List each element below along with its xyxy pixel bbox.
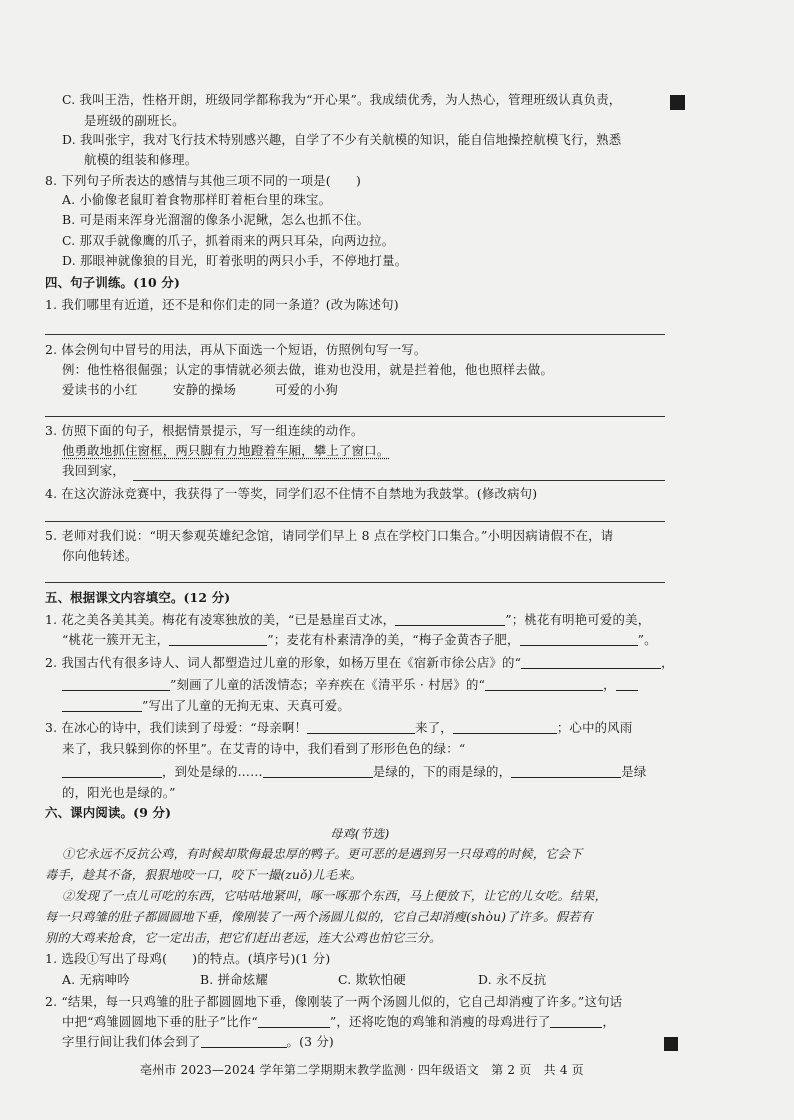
- answer-line[interactable]: [45, 582, 665, 583]
- sec5-q1-text-e: ”。: [637, 632, 657, 647]
- fill-blank[interactable]: [263, 765, 373, 778]
- passage-p2-line1: ②发现了一点儿可吃的东西，它咕咕地紧叫，啄一啄那个东西，马上便放下，让它的儿女吃。结果，: [62, 889, 608, 903]
- sec5-q1-text-b: ”；桃花有明艳可爱的美，: [505, 612, 651, 627]
- sec5-q3-text-f: 是绿的，下的雨是绿的，: [372, 764, 512, 779]
- sec4-q3-prompt: 我回到家，: [62, 463, 125, 478]
- sec4-q2-example: 例：他性格很倔强；认定的事情就必须去做，谁劝也没用，就是拦着他，他也照样去做。: [62, 362, 554, 377]
- registration-mark-top: [670, 95, 685, 110]
- sec5-q1-text-a: 1. 花之美各美其美。梅花有凌寒独放的美，“已是悬崖百丈冰，: [45, 612, 396, 627]
- sec4-q4: 4. 在这次游泳竞赛中，我获得了一等奖，同学们忍不住情不自禁地为我鼓掌。(修改病句): [45, 486, 538, 501]
- answer-line[interactable]: [133, 480, 665, 481]
- sec5-q1-text-d: ”；麦花有朴素清净的美，“梅子金黄杏子肥，: [267, 632, 520, 647]
- sec4-q2: 2. 体会例句中冒号的用法，再从下面选一个短语，仿照例句写一写。: [45, 342, 427, 357]
- sec6-q2-line1: 2. “结果，每一只鸡雏的肚子都圆圆地下垂，像刚装了一两个汤圆儿似的，它自己却消瘦了许多。”这句话: [45, 994, 623, 1009]
- sec6-q2-line3: [62, 1034, 334, 1050]
- fill-blank[interactable]: [521, 656, 661, 669]
- sec4-q2-phrase-3: 可爱的小狗: [275, 382, 338, 397]
- fill-blank[interactable]: [550, 1015, 602, 1028]
- sec5-q3-text-g: 是绿: [621, 764, 647, 779]
- sec6-q2-text-c: ”，还将吃饱的鸡雏和消瘦的母鸡进行了: [329, 1014, 551, 1029]
- sec4-q3-example: 他勇敢地抓住窗框，两只脚有力地蹬着车厢，攀上了窗口。: [62, 443, 390, 458]
- section5-heading: 五、根据课文内容填空。(12 分): [45, 590, 231, 605]
- fill-blank[interactable]: [485, 678, 603, 691]
- sec5-q2-line1: [45, 655, 674, 671]
- sec5-q2-line3: [62, 698, 350, 714]
- sec5-q2-text-d: ，: [603, 677, 616, 692]
- sec6-q1-option-b[interactable]: B. 拼命炫耀: [200, 972, 268, 987]
- sec5-q3-text-c: ；心中的风雨: [556, 720, 633, 735]
- passage-p1-line1: ①它永远不反抗公鸡，有时候却欺侮最忠厚的鸭子。更可恶的是遇到另一只母鸡的时候，它会下: [62, 847, 583, 861]
- sec5-q3-line2: [62, 741, 465, 757]
- fill-blank[interactable]: [62, 765, 162, 778]
- sec5-q1-line2: [62, 632, 657, 648]
- fill-blank[interactable]: [511, 765, 621, 778]
- sec5-q3-text-b: 来了，: [415, 720, 453, 735]
- section4-heading: 四、句子训练。(10 分): [45, 275, 181, 290]
- q7-option-d-line2: 航模的组装和修理。: [84, 152, 198, 167]
- sec5-q1-line1: [45, 612, 650, 628]
- fill-blank[interactable]: [258, 1015, 330, 1028]
- fill-blank[interactable]: [395, 613, 505, 626]
- fill-blank[interactable]: [169, 633, 267, 646]
- sec5-q3-text-a: 3. 在冰心的诗中，我们读到了母爱：“母亲啊！: [45, 720, 308, 735]
- passage-p1-line2: 毒手，趁其不备，狠狠地咬一口，咬下一撮(zuǒ)儿毛来。: [45, 868, 363, 882]
- section6-heading: 六、课内阅读。(9 分): [45, 805, 172, 820]
- passage-p2-line2: 每一只鸡雏的肚子都圆圆地下垂，像刚装了一两个汤圆儿似的，它自己却消瘦(shòu)了许多。假若有: [45, 910, 593, 924]
- sec6-q2-text-b: 中把“鸡雏圆圆地下垂的肚子”比作“: [62, 1014, 258, 1029]
- fill-blank[interactable]: [520, 633, 638, 646]
- sec6-q1-option-d[interactable]: D. 永不反抗: [478, 972, 547, 987]
- sec5-q3-text-d: 来了，我只躲到你的怀里”。在艾青的诗中，我们看到了形形色色的绿：“: [62, 741, 466, 756]
- fill-blank[interactable]: [62, 678, 170, 691]
- sec5-q3-line4: 的，阳光也是绿的。”: [62, 785, 176, 800]
- fill-blank[interactable]: [201, 1035, 287, 1048]
- answer-line[interactable]: [45, 416, 665, 417]
- sec5-q3-line1: [45, 720, 632, 736]
- sec4-q3: 3. 仿照下面的句子，根据情景提示，写一组连续的动作。: [45, 423, 364, 438]
- sec5-q2-text-a: 2. 我国古代有很多诗人、词人都塑造过儿童的形象，如杨万里在《宿新市徐公店》的“: [45, 655, 522, 670]
- q8-stem: 8. 下列句子所表达的感情与其他三项不同的一项是( ): [45, 173, 362, 188]
- sec5-q3-line3: [62, 764, 646, 780]
- fill-blank[interactable]: [453, 721, 557, 734]
- sec4-q5-line2: 你向他转述。: [62, 548, 138, 563]
- sec5-q3-text-e: ，到处是绿的……: [162, 764, 263, 779]
- sec4-q1: 1. 我们哪里有近道，还不是和你们走的同一条道？(改为陈述句): [45, 297, 399, 312]
- fill-blank[interactable]: [62, 699, 142, 712]
- passage-p2-line3: 别的大鸡来抢食，它一定出击，把它们赶出老远，连大公鸡也怕它三分。: [45, 931, 442, 945]
- sec6-q1: 1. 选段①写出了母鸡( )的特点。(填序号)(1 分): [45, 951, 331, 966]
- fill-blank[interactable]: [616, 678, 638, 691]
- q7-option-c-line1: C. 我叫王浩，性格开朗，班级同学都称我为“开心果”。我成绩优秀，为人热心，管理班级认真负责，: [62, 92, 622, 107]
- passage-title: 母鸡(节选): [330, 827, 390, 841]
- registration-mark-bottom: [664, 1037, 678, 1051]
- q8-option-d: D. 那眼神就像狼的目光，盯着张明的两只小手，不停地打量。: [62, 253, 408, 268]
- sec5-q1-text-c: “桃花一簇开无主，: [62, 632, 170, 647]
- sec4-q2-phrase-1: 爱读书的小红: [62, 382, 138, 397]
- sec6-q2-text-d: ，: [602, 1014, 616, 1029]
- sec5-q2-line2: [62, 677, 638, 693]
- sec5-q2-text-e: ”写出了儿童的无拘无束、天真可爱。: [142, 698, 350, 713]
- q7-option-c-line2: 是班级的副班长。: [84, 113, 185, 128]
- sec4-q5-line1: 5. 老师对我们说：“明天参观英雄纪念馆，请同学们早上 8 点在学校门口集合。”小明因病请假不在，请: [45, 528, 614, 543]
- sec5-q2-text-c: ”刻画了儿童的活泼情态；辛弃疾在《清平乐 · 村居》的“: [170, 677, 486, 692]
- q8-option-b: B. 可是雨来浑身光溜溜的像条小泥鳅，怎么也抓不住。: [62, 212, 370, 227]
- page-footer: 亳州市 2023—2024 学年第二学期期末教学监测 · 四年级语文 第 2 页 共 4 页: [140, 1063, 584, 1077]
- sec5-q2-text-b: ，: [661, 655, 674, 670]
- sec6-q1-option-c[interactable]: C. 欺软怕硬: [338, 972, 406, 987]
- q8-option-a: A. 小偷像老鼠盯着食物那样盯着柜台里的珠宝。: [62, 192, 332, 207]
- q7-option-d-line1: D. 我叫张宇，我对飞行技术特别感兴趣，自学了不少有关航模的知识，能自信地操控航模飞行，熟悉: [62, 132, 622, 147]
- sec6-q2-line2: [62, 1014, 615, 1030]
- fill-blank[interactable]: [307, 721, 415, 734]
- sec6-q2-text-e: 字里行间让我们体会到了: [62, 1034, 201, 1049]
- sec4-q2-phrase-2: 安静的操场: [173, 382, 236, 397]
- q8-option-c: C. 那双手就像鹰的爪子，抓着雨来的两只耳朵，向两边拉。: [62, 233, 395, 248]
- answer-line[interactable]: [45, 334, 665, 335]
- sec6-q2-text-f: 。(3 分): [286, 1034, 334, 1049]
- sec6-q1-option-a[interactable]: A. 无病呻吟: [62, 972, 130, 987]
- answer-line[interactable]: [45, 521, 665, 522]
